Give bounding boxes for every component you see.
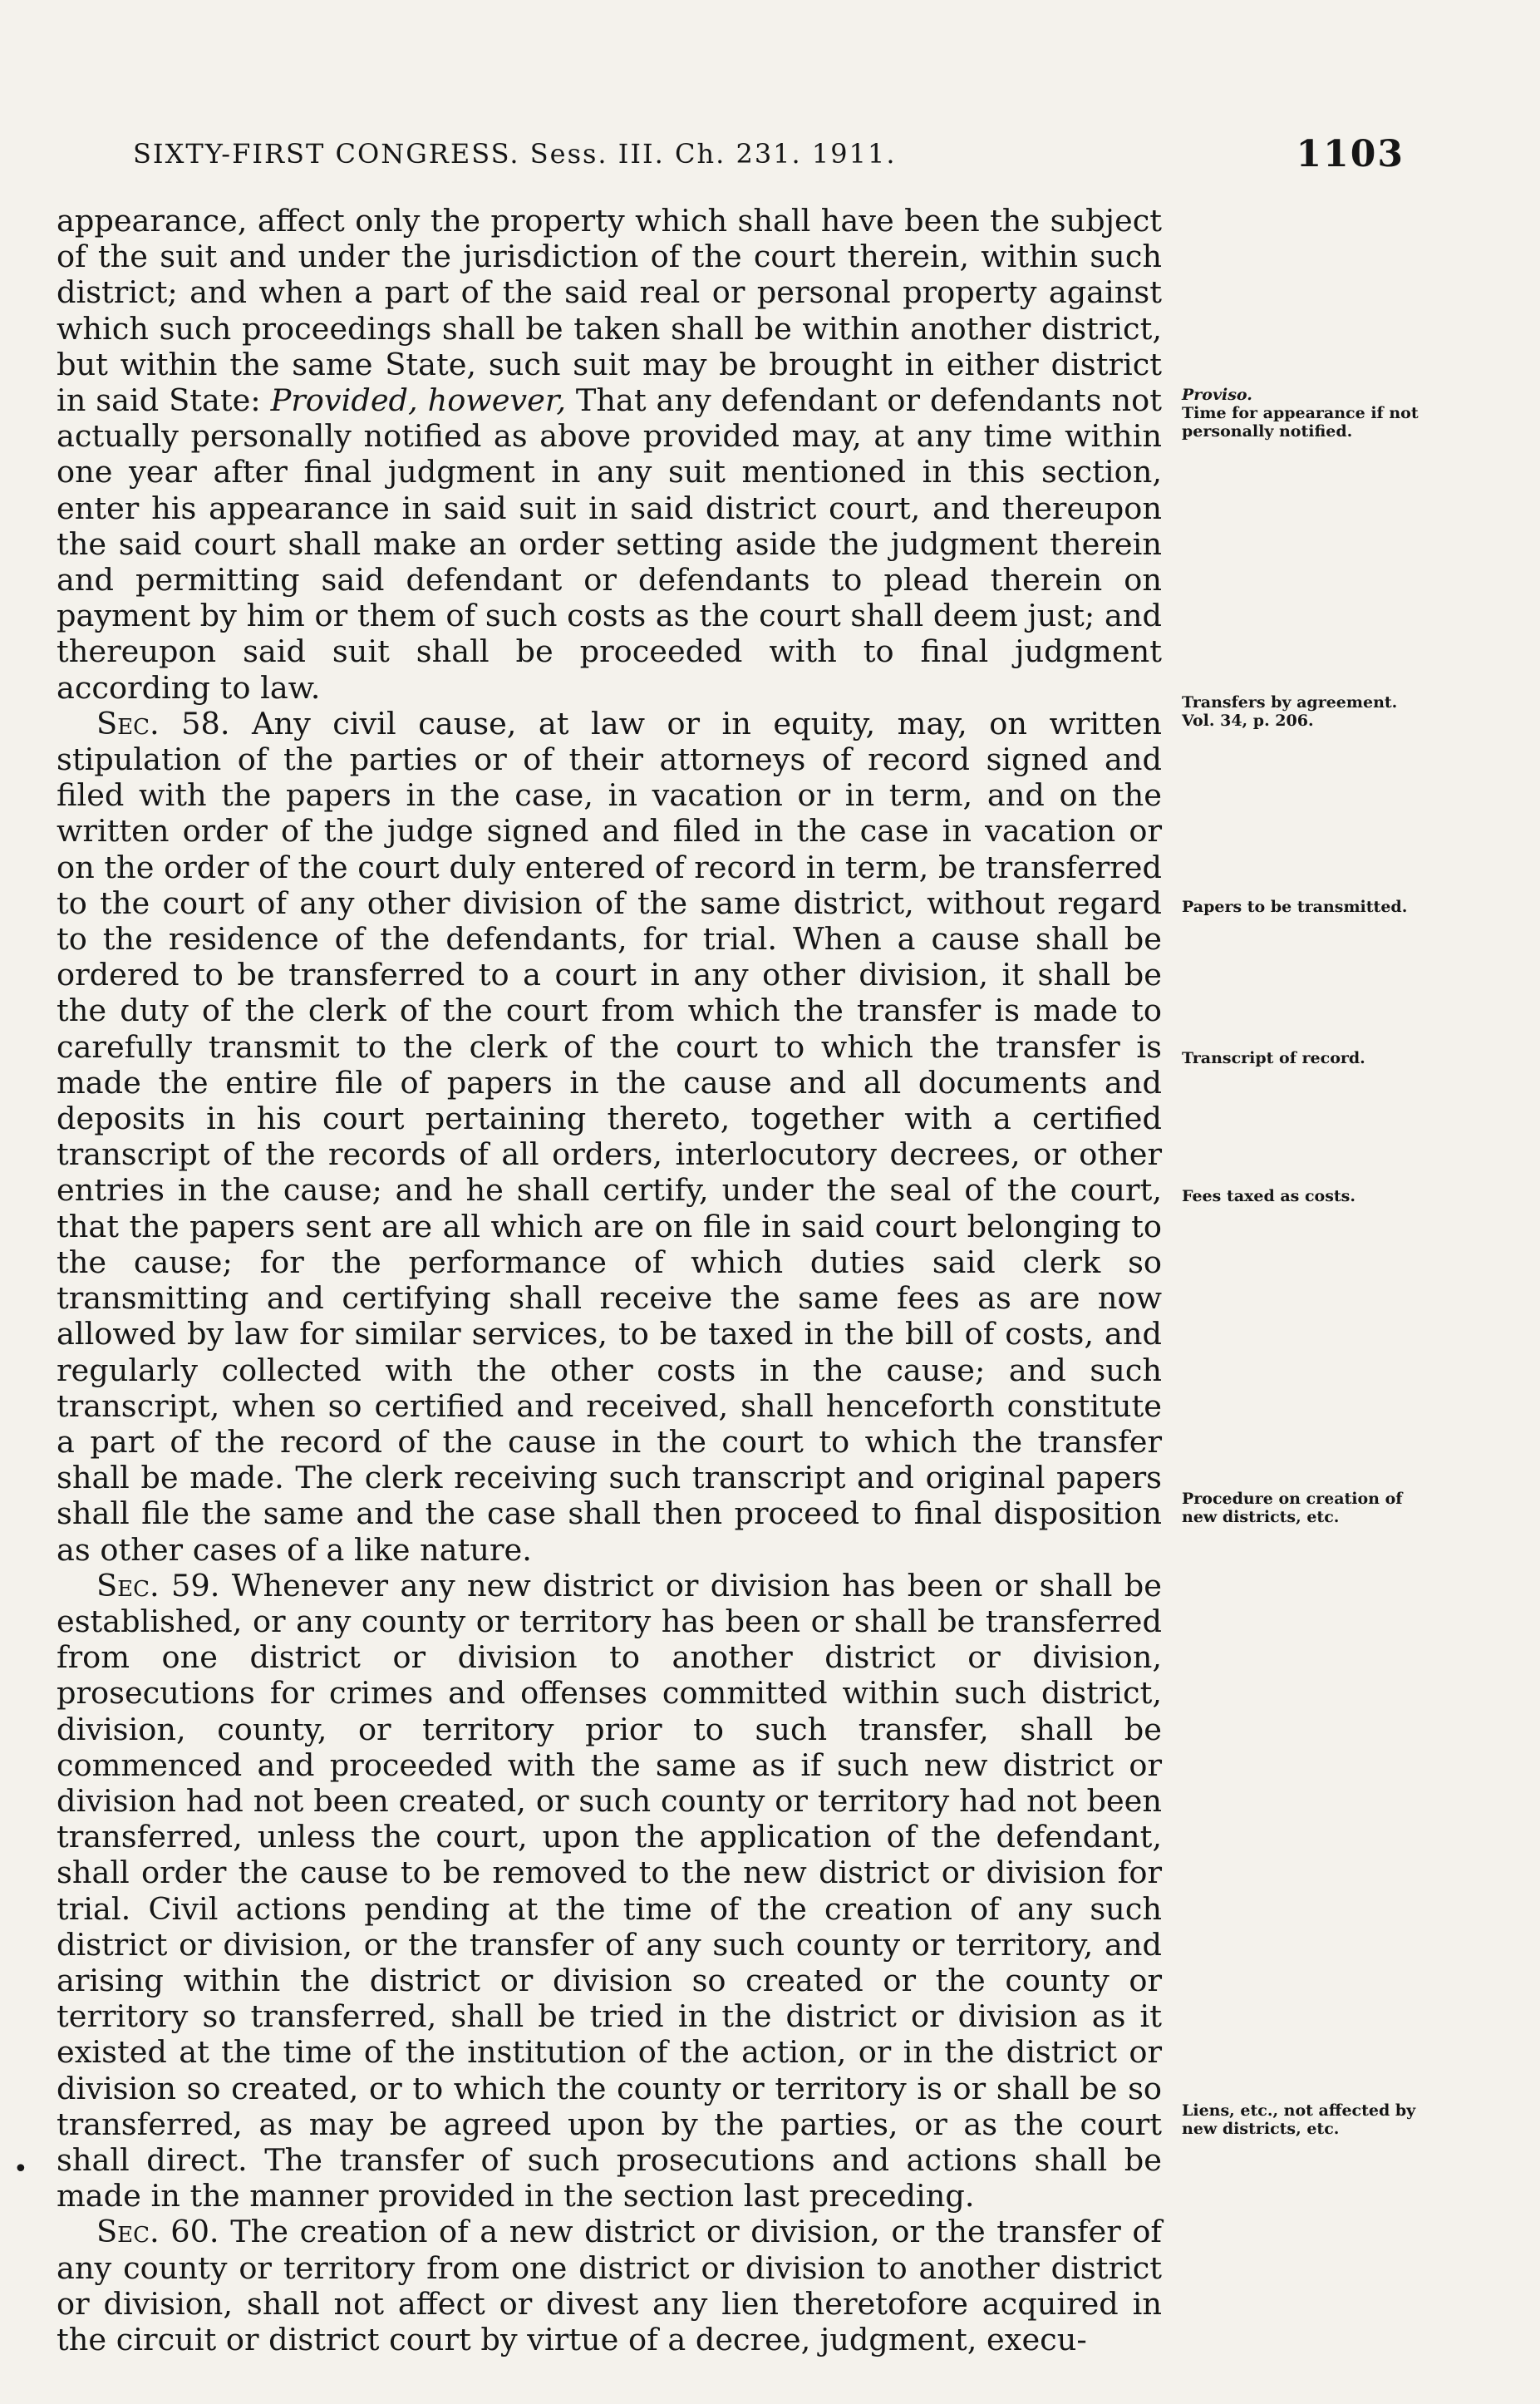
paragraph-continuation bbox=[57, 203, 1162, 706]
section-59 bbox=[57, 1568, 1162, 2214]
margin-note-procedure bbox=[1182, 1490, 1431, 1526]
section-60 bbox=[57, 2214, 1162, 2357]
page-header bbox=[133, 133, 1405, 183]
proviso-phrase: Provided, however, bbox=[270, 382, 567, 419]
margin-note-papers bbox=[1182, 898, 1431, 916]
margin-note-text: Fees taxed as costs. bbox=[1182, 1187, 1355, 1205]
section-label: Sec. 58. bbox=[96, 705, 230, 741]
section-label: Sec. 60. bbox=[96, 2214, 219, 2250]
margin-note-label: Proviso. bbox=[1182, 386, 1252, 404]
section-text: Any civil cause, at law or in equity, may, on written stipulation of the parties or of their attorneys of record signed and filed with the papers in the case, in vacation or in term, and on the written order of the judge signed and filed in the case in vacation or on the order of the court duly entered of record in term, be transferred to the court of any other division of the same district, without regard to the residence of the defendants, for trial. When a cause shall be ordered to be transferred to a court in any other division, it shall be the duty of the clerk of the court from which the transfer is made to carefully transmit to the clerk of the court to which the transfer is made the entire file of papers in the cause and all documents and deposits in his court pertaining thereto, together with a certified transcript of the records of all orders, interlocutory decrees, or other entries in the cause; and he shall certify, under the seal of the court, that the papers sent are all which are on file in said court belonging to the cause; for the performance of which duties said clerk so transmitting and certifying shall receive the same fees as are now allowed by law for similar services, to be taxed in the bill of costs, and regularly collected with the other costs in the cause; and such transcript, when so certified and received, shall henceforth constitute a part of the record of the cause in the court to which the transfer shall be made. The clerk receiving such transcript and original papers shall file the same and the case shall then proceed to final disposition as other cases of a like nature. bbox=[57, 705, 1162, 1568]
section-text: Whenever any new district or division has been or shall be established, or any county or territory has been or shall be transferred from one district or division to another district or division, prosecutions for crimes and offenses committed within such district, division, county, or territory prior to such transfer, shall be commenced and proceeded with the same as if such new district or division had not been created, or such county or territory had not been transferred, unless the court, upon the application of the defendant, shall order the cause to be removed to the new district or division for trial. Civil actions pending at the time of the creation of any such district or division, or the transfer of any such county or territory, and arising within the district or division so created or the county or territory so transferred, shall be tried in the district or division as it existed at the time of the institution of the action, or in the district or division so created, or to which the county or territory is or shall be so transferred, as may be agreed upon by the parties, or as the court shall direct. The transfer of such prosecutions and actions shall be made in the manner provided in the section last preceding. bbox=[57, 1567, 1162, 2214]
margin-note-proviso bbox=[1182, 386, 1431, 441]
section-label: Sec. 59. bbox=[96, 1567, 220, 1603]
margin-note-text: Time for appearance if not personally notified. bbox=[1182, 404, 1419, 441]
paragraph-text: appearance, affect only the property which shall have been the subject of the suit and under the jurisdiction of the court therein, within such district; and when a part of the said real or personal property against which such proceedings shall be taken shall be within another district, but within the same State, such suit may be brought in either district in said State: bbox=[57, 203, 1162, 419]
margin-note-fees bbox=[1182, 1187, 1431, 1205]
margin-note-transcript bbox=[1182, 1049, 1431, 1067]
section-58 bbox=[57, 706, 1162, 1568]
margin-note-text: Papers to be transmitted. bbox=[1182, 898, 1408, 916]
margin-note-text: Transcript of record. bbox=[1182, 1049, 1365, 1067]
margin-note-liens bbox=[1182, 2101, 1431, 2138]
margin-note-transfers bbox=[1182, 693, 1431, 730]
print-speck: • bbox=[13, 2155, 28, 2184]
margin-note-text: Procedure on creation of new districts, etc. bbox=[1182, 1490, 1403, 1526]
statute-body bbox=[57, 203, 1162, 2357]
page-number: 1103 bbox=[1296, 133, 1405, 175]
margin-note-text: Transfers by agreement. bbox=[1182, 693, 1398, 712]
margin-note-reference: Vol. 34, p. 206. bbox=[1182, 712, 1314, 730]
margin-note-text: Liens, etc., not affected by new districts, etc. bbox=[1182, 2101, 1416, 2138]
paragraph-text: That any defendant or defendants not actually personally notified as above provided may, at any time within one year after final judgment in any suit mentioned in this section, enter his appearance in said suit in said district court, and thereupon the said court shall make an order setting aside the judgment therein and permitting said defendant or defendants to plead therein on payment by him or them of such costs as the court shall deem just; and thereupon said suit shall be proceeded with to final judgment according to law. bbox=[57, 382, 1162, 706]
running-title: SIXTY-FIRST CONGRESS. Sess. III. Ch. 231. 1911. bbox=[133, 138, 897, 170]
section-text: The creation of a new district or division, or the transfer of any county or territory from one district or division to another district or division, shall not affect or divest any lien theretofore acquired in the circuit or district court by virtue of a decree, judgment, execu- bbox=[57, 2214, 1162, 2357]
